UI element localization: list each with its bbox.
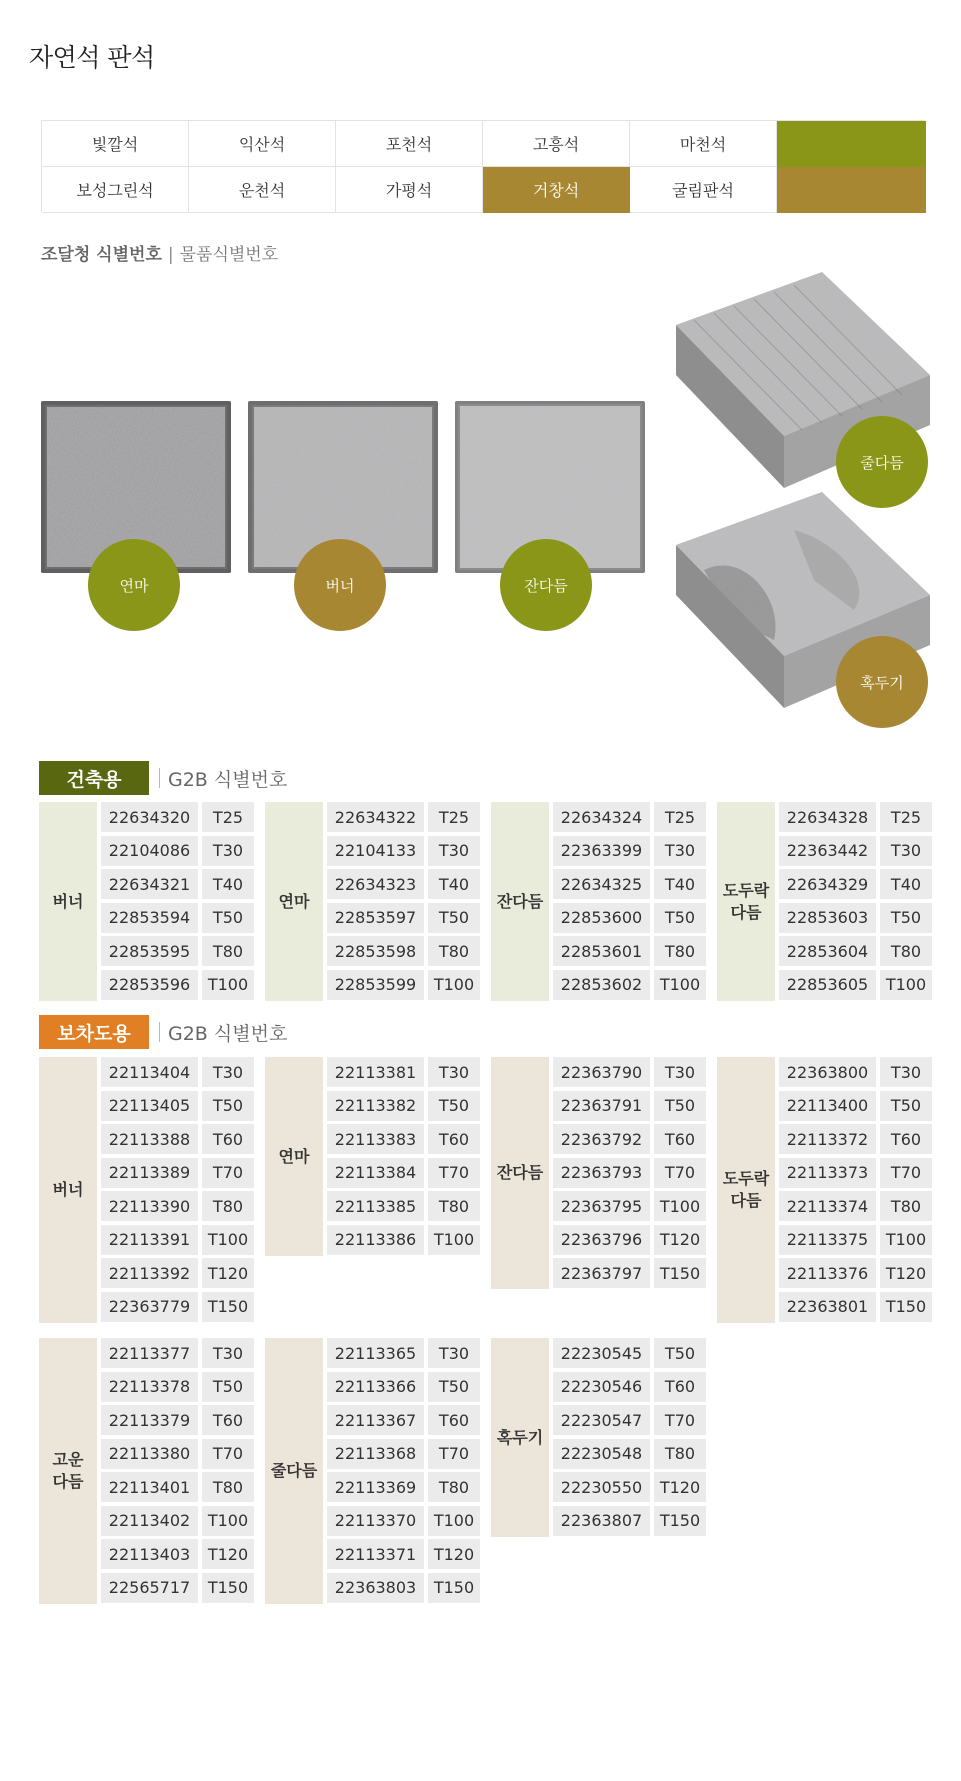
g2b-code: 22104133 [327, 836, 424, 866]
g2b-code: 22113388 [101, 1124, 198, 1154]
g2b-code: 22634323 [327, 869, 424, 899]
g2b-code: 22853604 [779, 936, 876, 966]
g2b-code: 22113377 [101, 1338, 198, 1368]
table-row [327, 1225, 480, 1259]
g2b-code: 22113390 [101, 1191, 198, 1221]
table-row [553, 1057, 706, 1091]
group-rows [327, 1057, 480, 1258]
g2b-code: 22113374 [779, 1191, 876, 1221]
thickness: T150 [880, 1292, 932, 1322]
group-rows [553, 802, 706, 1003]
table-row [327, 903, 480, 937]
table-row [327, 970, 480, 1004]
thickness: T50 [202, 1091, 254, 1121]
g2b-code: 22634324 [553, 802, 650, 832]
table-row [101, 970, 254, 1004]
thickness: T50 [428, 1372, 480, 1402]
table-row [553, 1191, 706, 1225]
thickness: T50 [654, 1338, 706, 1368]
sidewalk-group-jandadeum [491, 1057, 706, 1292]
table-row [779, 1057, 932, 1091]
table-row [779, 1158, 932, 1192]
group-rows [101, 1057, 254, 1325]
thickness: T60 [880, 1124, 932, 1154]
g2b-code: 22113367 [327, 1405, 424, 1435]
thickness: T70 [202, 1439, 254, 1469]
thickness: T50 [880, 1091, 932, 1121]
thickness: T30 [880, 836, 932, 866]
building-group-jandadeum [491, 802, 706, 1003]
thickness: T50 [428, 1091, 480, 1121]
g2b-code: 22363793 [553, 1158, 650, 1188]
g2b-code: 22230548 [553, 1439, 650, 1469]
table-row [553, 1506, 706, 1540]
thickness: T120 [202, 1258, 254, 1288]
thickness: T50 [202, 903, 254, 933]
table-row [327, 802, 480, 836]
tab-blank-gold [777, 167, 926, 213]
g2b-code: 22113380 [101, 1439, 198, 1469]
table-row [101, 869, 254, 903]
table-row [553, 1258, 706, 1292]
g2b-code: 22363797 [553, 1258, 650, 1288]
table-row [553, 936, 706, 970]
table-row [327, 1539, 480, 1573]
stone-type-tabs [41, 120, 925, 212]
g2b-code: 22634329 [779, 869, 876, 899]
thickness: T100 [880, 1225, 932, 1255]
table-row [553, 1472, 706, 1506]
id-line [41, 240, 278, 265]
table-row [553, 869, 706, 903]
g2b-code: 22230550 [553, 1472, 650, 1502]
badge-yeonma: 연마 [88, 539, 180, 631]
thickness: T100 [880, 970, 932, 1000]
group-rows [101, 802, 254, 1003]
table-row [101, 903, 254, 937]
building-chip: 건축용 [39, 761, 149, 795]
sidewalk-g2b-label: G2B 식별번호 [159, 1022, 287, 1042]
group-rows [553, 1338, 706, 1539]
group-name: 도두락 다듬 [717, 802, 775, 1001]
table-row [553, 1158, 706, 1192]
group-name: 줄다듬 [265, 1338, 323, 1604]
table-row [327, 1573, 480, 1607]
tab-pocheonseok[interactable]: 포천석 [336, 121, 483, 167]
g2b-code: 22634320 [101, 802, 198, 832]
group-name: 버너 [39, 802, 97, 1001]
g2b-code: 22113405 [101, 1091, 198, 1121]
building-group-yeonma [265, 802, 480, 1003]
thickness: T70 [428, 1158, 480, 1188]
thickness: T40 [202, 869, 254, 899]
g2b-code: 22113404 [101, 1057, 198, 1087]
table-row [779, 936, 932, 970]
table-row [101, 1258, 254, 1292]
group-name: 버너 [39, 1057, 97, 1323]
thickness: T30 [428, 836, 480, 866]
table-row [553, 903, 706, 937]
thickness: T120 [654, 1472, 706, 1502]
g2b-code: 22113382 [327, 1091, 424, 1121]
group-name: 도두락 다듬 [717, 1057, 775, 1323]
g2b-code: 22853594 [101, 903, 198, 933]
tab-uncheonseok[interactable]: 운천석 [189, 167, 336, 213]
thickness: T60 [654, 1124, 706, 1154]
thickness: T80 [202, 1472, 254, 1502]
thickness: T50 [428, 903, 480, 933]
thickness: T100 [428, 970, 480, 1000]
table-row [101, 1338, 254, 1372]
g2b-code: 22853600 [553, 903, 650, 933]
table-row [101, 1057, 254, 1091]
thickness: T60 [654, 1372, 706, 1402]
g2b-code: 22853605 [779, 970, 876, 1000]
table-row [327, 1091, 480, 1125]
g2b-code: 22113370 [327, 1506, 424, 1536]
g2b-code: 22363779 [101, 1292, 198, 1322]
thickness: T50 [202, 1372, 254, 1402]
thickness: T70 [880, 1158, 932, 1188]
thickness: T30 [202, 1057, 254, 1087]
thickness: T40 [428, 869, 480, 899]
thickness: T30 [202, 1338, 254, 1368]
thickness: T60 [202, 1405, 254, 1435]
thickness: T100 [202, 1225, 254, 1255]
page-title: 자연석 판석 [29, 43, 155, 72]
g2b-code: 22363800 [779, 1057, 876, 1087]
g2b-code: 22113381 [327, 1057, 424, 1087]
g2b-code: 22113366 [327, 1372, 424, 1402]
table-row [327, 936, 480, 970]
thickness: T80 [654, 936, 706, 966]
tab-goheungseok[interactable]: 고흥석 [483, 121, 630, 167]
tab-blank-olive [777, 121, 926, 167]
table-row [327, 1372, 480, 1406]
thickness: T50 [654, 1091, 706, 1121]
table-row [327, 1405, 480, 1439]
g2b-code: 22113369 [327, 1472, 424, 1502]
g2b-code: 22853596 [101, 970, 198, 1000]
thickness: T25 [880, 802, 932, 832]
table-row [553, 1405, 706, 1439]
sidewalk-section-header [39, 1015, 287, 1049]
thickness: T30 [428, 1057, 480, 1087]
g2b-code: 22113373 [779, 1158, 876, 1188]
table-row [779, 836, 932, 870]
table-row [101, 1124, 254, 1158]
thickness: T30 [880, 1057, 932, 1087]
group-name: 고운 다듬 [39, 1338, 97, 1604]
table-row [327, 1191, 480, 1225]
table-row [101, 1091, 254, 1125]
table-row [101, 802, 254, 836]
g2b-code: 22113371 [327, 1539, 424, 1569]
g2b-code: 22230547 [553, 1405, 650, 1435]
thickness: T80 [202, 936, 254, 966]
g2b-code: 22113400 [779, 1091, 876, 1121]
g2b-code: 22363442 [779, 836, 876, 866]
thickness: T30 [428, 1338, 480, 1368]
thickness: T100 [202, 1506, 254, 1536]
table-row [101, 1191, 254, 1225]
item-id-label: 물품식별번호 [179, 245, 279, 265]
g2b-code: 22363795 [553, 1191, 650, 1221]
g2b-code: 22363791 [553, 1091, 650, 1121]
table-row [327, 869, 480, 903]
thickness: T60 [202, 1124, 254, 1154]
thickness: T80 [428, 1191, 480, 1221]
sidewalk-group-hokdugi [491, 1338, 706, 1539]
table-row [553, 1439, 706, 1473]
table-row [327, 1439, 480, 1473]
sidewalk-group-juldadeum [265, 1338, 480, 1606]
table-row [553, 1091, 706, 1125]
sidewalk-group-beoneo [39, 1057, 254, 1325]
table-row [779, 1191, 932, 1225]
tab-boseong-green[interactable]: 보성그린석 [42, 167, 189, 213]
g2b-code: 22113386 [327, 1225, 424, 1255]
thickness: T70 [654, 1405, 706, 1435]
g2b-code: 22113389 [101, 1158, 198, 1188]
g2b-code: 22230546 [553, 1372, 650, 1402]
g2b-code: 22363790 [553, 1057, 650, 1087]
table-row [779, 802, 932, 836]
table-row [101, 1439, 254, 1473]
thickness: T150 [202, 1292, 254, 1322]
g2b-code: 22363801 [779, 1292, 876, 1322]
group-name: 혹두기 [491, 1338, 549, 1537]
g2b-code: 22104086 [101, 836, 198, 866]
group-rows [327, 1338, 480, 1606]
building-group-dodurak [717, 802, 932, 1003]
g2b-code: 22363803 [327, 1573, 424, 1603]
table-row [327, 1338, 480, 1372]
thickness: T120 [880, 1258, 932, 1288]
tab-gapyeongseok[interactable]: 가평석 [336, 167, 483, 213]
thickness: T100 [428, 1225, 480, 1255]
thickness: T60 [428, 1124, 480, 1154]
g2b-code: 22565717 [101, 1573, 198, 1603]
thickness: T30 [654, 836, 706, 866]
g2b-code: 22113385 [327, 1191, 424, 1221]
g2b-code: 22113383 [327, 1124, 424, 1154]
thickness: T80 [880, 1191, 932, 1221]
thickness: T30 [202, 836, 254, 866]
g2b-code: 22363807 [553, 1506, 650, 1536]
tab-macheonseok[interactable]: 마천석 [630, 121, 777, 167]
g2b-code: 22113376 [779, 1258, 876, 1288]
thickness: T40 [654, 869, 706, 899]
tab-iksanseok[interactable]: 익산석 [189, 121, 336, 167]
g2b-code: 22363399 [553, 836, 650, 866]
group-rows [101, 1338, 254, 1606]
g2b-code: 22113365 [327, 1338, 424, 1368]
table-row [101, 1372, 254, 1406]
table-row [553, 1225, 706, 1259]
sidewalk-group-dodurak [717, 1057, 932, 1325]
group-rows [327, 802, 480, 1003]
thickness: T120 [654, 1225, 706, 1255]
g2b-code: 22853602 [553, 970, 650, 1000]
g2b-code: 22113384 [327, 1158, 424, 1188]
g2b-code: 22113392 [101, 1258, 198, 1288]
g2b-code: 22853603 [779, 903, 876, 933]
group-name: 연마 [265, 802, 323, 1001]
thickness: T80 [428, 1472, 480, 1502]
badge-beoneo: 버너 [294, 539, 386, 631]
g2b-code: 22113375 [779, 1225, 876, 1255]
thickness: T70 [202, 1158, 254, 1188]
table-row [779, 1124, 932, 1158]
g2b-code: 22113391 [101, 1225, 198, 1255]
thickness: T25 [428, 802, 480, 832]
g2b-code: 22634322 [327, 802, 424, 832]
table-row [327, 836, 480, 870]
thickness: T150 [654, 1506, 706, 1536]
group-name: 연마 [265, 1057, 323, 1256]
table-row [101, 1158, 254, 1192]
thickness: T25 [654, 802, 706, 832]
badge-hokdugi: 혹두기 [836, 636, 928, 728]
g2b-code: 22363796 [553, 1225, 650, 1255]
g2b-code: 22113379 [101, 1405, 198, 1435]
table-row [101, 1405, 254, 1439]
g2b-code: 22853595 [101, 936, 198, 966]
table-row [101, 836, 254, 870]
thickness: T30 [654, 1057, 706, 1087]
thickness: T100 [202, 970, 254, 1000]
table-row [101, 1573, 254, 1607]
procurement-id-label: 조달청 식별번호 [41, 245, 162, 265]
g2b-code: 22113401 [101, 1472, 198, 1502]
table-row [327, 1158, 480, 1192]
thickness: T25 [202, 802, 254, 832]
thickness: T100 [428, 1506, 480, 1536]
table-row [101, 1225, 254, 1259]
table-row [779, 869, 932, 903]
table-row [779, 1225, 932, 1259]
badge-jandadeum: 잔다듬 [500, 539, 592, 631]
group-rows [779, 802, 932, 1003]
thickness: T80 [428, 936, 480, 966]
building-group-beoneo [39, 802, 254, 1003]
building-section-header [39, 761, 287, 795]
thickness: T80 [654, 1439, 706, 1469]
group-name: 잔다듬 [491, 802, 549, 1001]
table-row [327, 1057, 480, 1091]
thickness: T50 [880, 903, 932, 933]
table-row [101, 1472, 254, 1506]
g2b-code: 22634328 [779, 802, 876, 832]
thickness: T150 [202, 1573, 254, 1603]
sidewalk-chip: 보차도용 [39, 1015, 149, 1049]
thickness: T100 [654, 970, 706, 1000]
table-row [553, 1124, 706, 1158]
tab-gullim-panseok[interactable]: 굴림판석 [630, 167, 777, 213]
g2b-code: 22853598 [327, 936, 424, 966]
table-row [101, 1539, 254, 1573]
thickness: T50 [654, 903, 706, 933]
g2b-code: 22230545 [553, 1338, 650, 1368]
table-row [779, 1258, 932, 1292]
building-g2b-label: G2B 식별번호 [159, 768, 287, 788]
table-row [327, 1472, 480, 1506]
table-row [553, 1338, 706, 1372]
g2b-code: 22113372 [779, 1124, 876, 1154]
table-row [779, 1091, 932, 1125]
thickness: T70 [428, 1439, 480, 1469]
thickness: T80 [202, 1191, 254, 1221]
badge-juldadeum: 줄다듬 [836, 416, 928, 508]
g2b-code: 22634321 [101, 869, 198, 899]
table-row [553, 836, 706, 870]
thickness: T150 [654, 1258, 706, 1288]
sidewalk-group-goun [39, 1338, 254, 1606]
group-rows [553, 1057, 706, 1292]
thickness: T150 [428, 1573, 480, 1603]
table-row [553, 970, 706, 1004]
table-row [101, 1292, 254, 1326]
table-row [553, 802, 706, 836]
tab-bitkkalseok[interactable]: 빛깔석 [42, 121, 189, 167]
g2b-code: 22853599 [327, 970, 424, 1000]
thickness: T80 [880, 936, 932, 966]
sidewalk-group-yeonma [265, 1057, 480, 1258]
thickness: T120 [202, 1539, 254, 1569]
group-rows [779, 1057, 932, 1325]
g2b-code: 22634325 [553, 869, 650, 899]
g2b-code: 22853597 [327, 903, 424, 933]
table-row [779, 1292, 932, 1326]
g2b-code: 22113368 [327, 1439, 424, 1469]
thickness: T60 [428, 1405, 480, 1435]
thickness: T120 [428, 1539, 480, 1569]
thickness: T70 [654, 1158, 706, 1188]
g2b-code: 22113403 [101, 1539, 198, 1569]
table-row [327, 1506, 480, 1540]
table-row [553, 1372, 706, 1406]
table-row [101, 1506, 254, 1540]
table-row [779, 970, 932, 1004]
thickness: T40 [880, 869, 932, 899]
g2b-code: 22853601 [553, 936, 650, 966]
id-separator: | [167, 245, 174, 265]
table-row [101, 936, 254, 970]
group-name: 잔다듬 [491, 1057, 549, 1289]
table-row [779, 903, 932, 937]
thickness: T100 [654, 1191, 706, 1221]
tab-geochangseok[interactable]: 거창석 [483, 167, 630, 213]
g2b-code: 22363792 [553, 1124, 650, 1154]
g2b-code: 22113378 [101, 1372, 198, 1402]
g2b-code: 22113402 [101, 1506, 198, 1536]
table-row [327, 1124, 480, 1158]
